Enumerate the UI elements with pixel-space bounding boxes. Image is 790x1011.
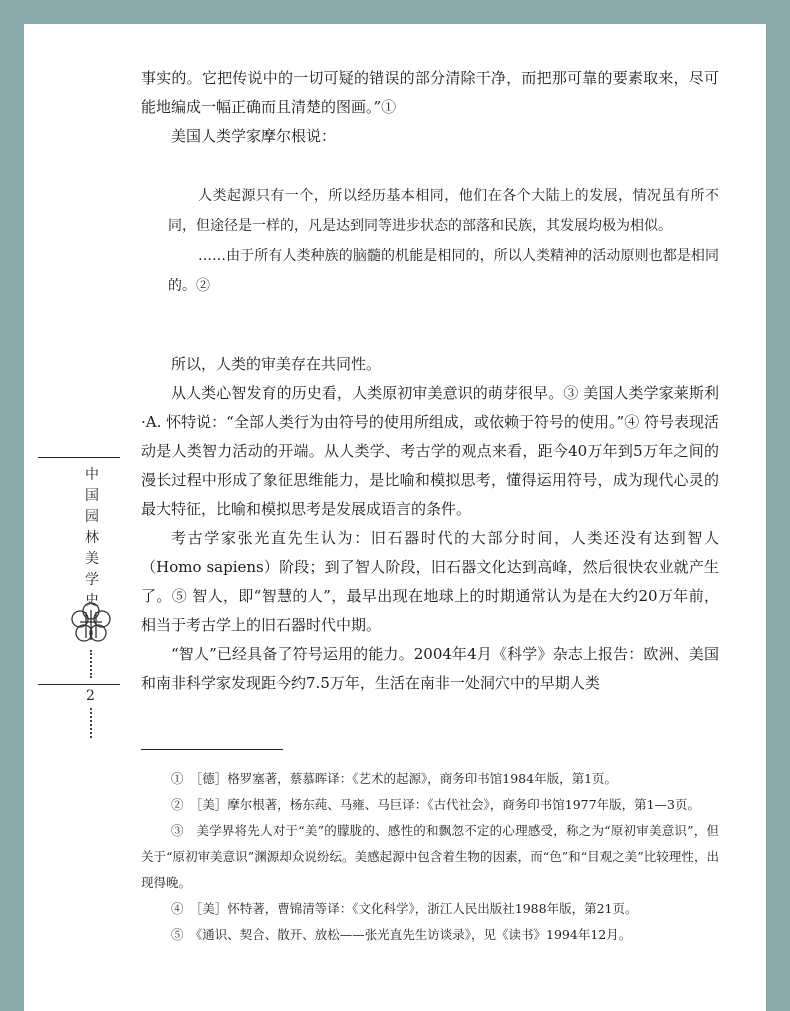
page-number: 2 [86, 688, 95, 704]
block-quote [168, 181, 719, 301]
body-text-top [141, 64, 719, 151]
paragraph: 从人类心智发育的历史看，人类原初审美意识的萌芽很早。③ 美国人类学家莱斯利·A. 怀特说：“全部人类行为由符号的使用所组成，或依赖于符号的使用。”④ 符号表现活动是人类智力活动的开端。从人类学、考古学的观点来看，距今40万年到5万年之间的漫长过程中形成了象征思维能力，是比喻和模拟思考，懂得运用符号，成为现代心灵的最大特征，比喻和模拟思考是发展成语言的条件。 [141, 384, 719, 518]
paragraph: 美国人类学家摩尔根说： [171, 127, 337, 145]
book-title-char: 史 [85, 593, 99, 609]
footnote: ③ 美学界将先人对于“美”的朦胧的、感性的和飘忽不定的心理感受，称之为“原初审美意识”，但关于“原初审美意识”渊源却众说纷纭。美感起源中包含着生物的因素，而“色”和“目观之美”比较理性，出现得晚。 [141, 823, 719, 890]
quote-paragraph: 人类起源只有一个，所以经历基本相同，他们在各个大陆上的发展，情况虽有所不同，但途径是一样的，凡是达到同等进步状态的部落和民族，其发展均极为相似。 [168, 188, 719, 234]
footnotes [141, 766, 719, 948]
paragraph: 所以，人类的审美存在共同性。 [171, 355, 382, 373]
footnote-rule [141, 749, 283, 750]
footnote: ① ［德］格罗塞著，蔡慕晖译：《艺术的起源》，商务印书馆1984年版，第1页。 [171, 771, 618, 786]
body-text-main [141, 350, 719, 698]
footnote: ⑤ 《通识、契合、散开、放松——张光直先生访谈录》，见《读书》1994年12月。 [171, 927, 632, 942]
book-title-char: 园 [85, 509, 99, 525]
paragraph: “智人”已经具备了符号运用的能力。2004年4月《科学》杂志上报告：欧洲、美国和南非科学家发现距今约7.5万年，生活在南非一处洞穴中的早期人类 [141, 645, 719, 692]
paragraph: 事实的。它把传说中的一切可疑的错误的部分清除干净，而把那可靠的要素取来，尽可能地编成一幅正确而且清楚的图画。”① [141, 69, 719, 116]
book-title-char: 中 [85, 467, 99, 483]
sidebar-dotted-line-upper [90, 650, 92, 678]
sidebar-bottom-rule [38, 684, 120, 685]
book-title-vertical [82, 465, 102, 612]
paragraph: 考古学家张光直先生认为：旧石器时代的大部分时间，人类还没有达到智人（Homo sapiens）阶段；到了智人阶段，旧石器文化达到高峰，然后很快农业就产生了。⑤ 智人，即“智慧的人”，最早出现在地球上的时期通常认为是在大约20万年前，相当于考古学上的旧石器时代中期。 [141, 529, 719, 634]
window-lattice-emblem-icon [68, 600, 114, 646]
book-title-char: 学 [85, 572, 99, 588]
book-title-char: 国 [85, 488, 99, 504]
sidebar-top-rule [38, 457, 120, 458]
book-title-char: 林 [85, 530, 99, 546]
book-title-char: 美 [85, 551, 99, 567]
footnote: ② ［美］摩尔根著，杨东莼、马雍、马巨译：《古代社会》，商务印书馆1977年版，第1—3页。 [171, 797, 700, 812]
footnote: ④ ［美］怀特著，曹锦清等译：《文化科学》，浙江人民出版社1988年版，第21页。 [171, 901, 638, 916]
quote-paragraph: ……由于所有人类种族的脑髓的机能是相同的，所以人类精神的活动原则也都是相同的。② [168, 248, 719, 294]
sidebar-dotted-line-lower [90, 708, 92, 738]
